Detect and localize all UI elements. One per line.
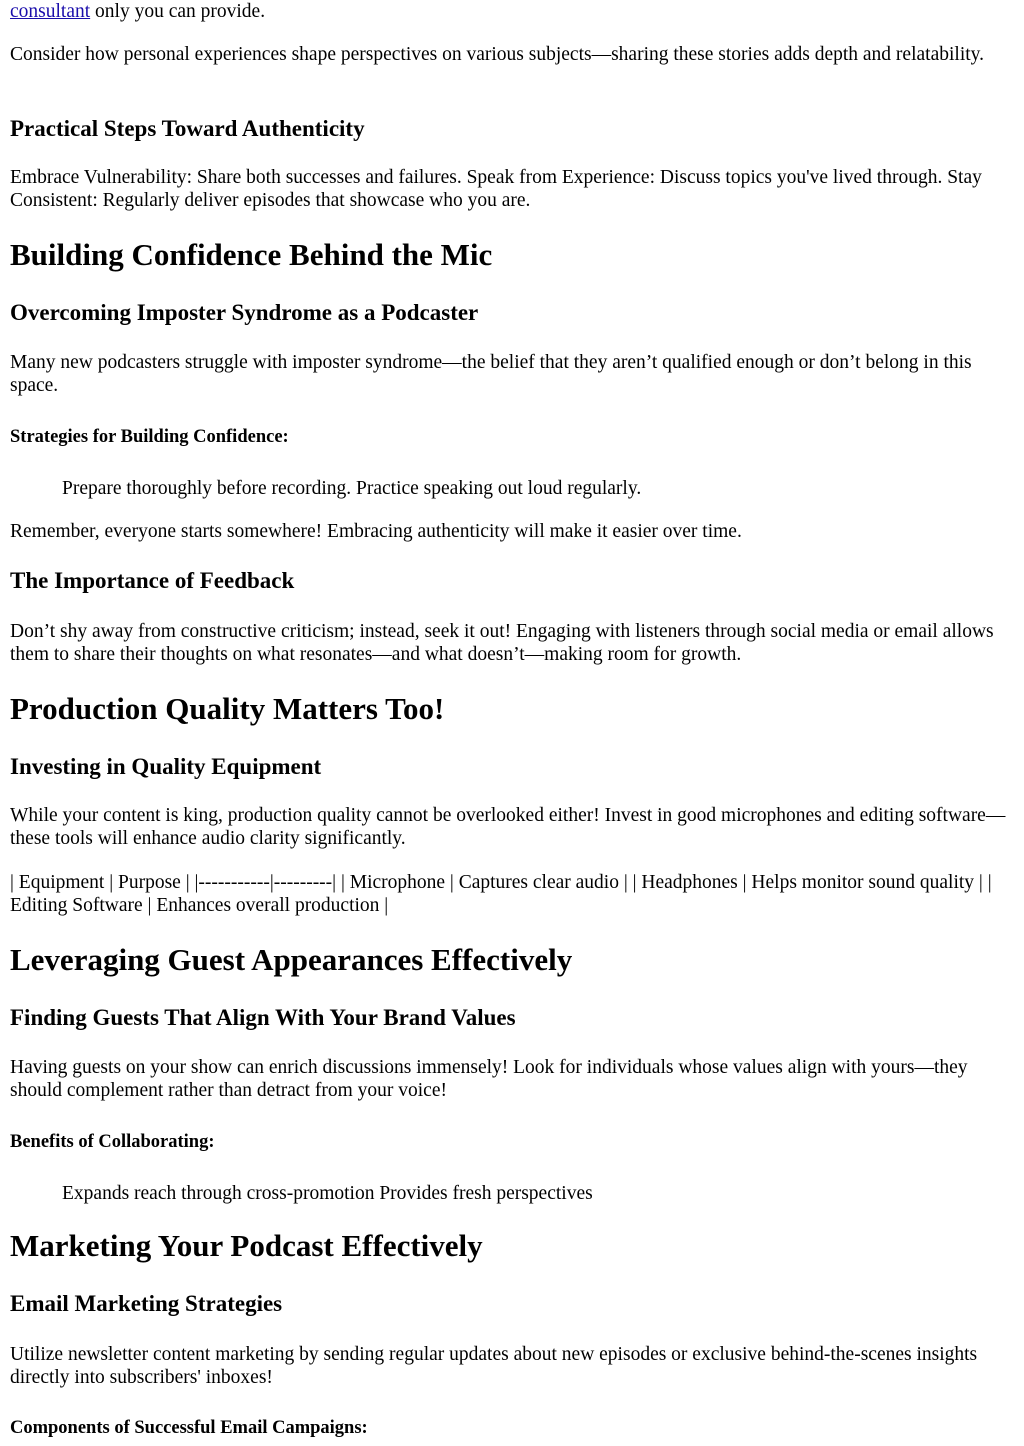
- marketing-heading: Marketing Your Podcast Effectively: [10, 1228, 483, 1263]
- remember-paragraph: Remember, everyone starts somewhere! Embracing authenticity will make it easier over time.: [10, 521, 742, 542]
- strategies-list-item: Prepare thoroughly before recording. Practice speaking out loud regularly.: [62, 478, 642, 499]
- consultant-link[interactable]: consultant: [10, 1, 91, 22]
- authenticity-paragraph: Embrace Vulnerability: Share both successes and failures. Speak from Experience: Discuss topics you've lived through. Stay Consistent: Regularly deliver episodes that showcase who you are.: [10, 167, 982, 211]
- authenticity-heading: Practical Steps Toward Authenticity: [10, 116, 365, 141]
- feedback-heading: The Importance of Feedback: [10, 568, 295, 593]
- equipment-paragraph: While your content is king, production quality cannot be overlooked either! Invest in good microphones and editing software—these tools will enhance audio clarity significantly.: [10, 805, 1006, 849]
- finding-guests-paragraph: Having guests on your show can enrich discussions immensely! Look for individuals whose values align with yours—they should complement rather than detract from your voice!: [10, 1057, 968, 1101]
- confidence-heading: Building Confidence Behind the Mic: [10, 237, 493, 272]
- intro-paragraph: [10, 0, 1014, 23]
- benefits-list-item: Expands reach through cross-promotion Provides fresh perspectives: [62, 1183, 593, 1204]
- equipment-table-text: | Equipment | Purpose | |-----------|---------| | Microphone | Captures clear audio | | Headphones | Helps monitor sound quality | | Editing Software | Enhances overall production |: [10, 872, 992, 916]
- email-marketing-paragraph: Utilize newsletter content marketing by sending regular updates about new episodes or exclusive behind-the-scenes insights directly into subscribers' inboxes!: [10, 1344, 978, 1388]
- production-heading: Production Quality Matters Too!: [10, 691, 445, 726]
- benefits-heading: Benefits of Collaborating:: [10, 1132, 215, 1152]
- intro-text: only you can provide.: [90, 1, 266, 22]
- components-heading: Components of Successful Email Campaigns:: [10, 1418, 368, 1438]
- finding-guests-heading: Finding Guests That Align With Your Brand Values: [10, 1005, 516, 1030]
- feedback-paragraph: Don’t shy away from constructive criticism; instead, seek it out! Engaging with listeners through social media or email allows them to share their thoughts on what resonates—and what doesn’t—making room for growth.: [10, 621, 994, 665]
- email-marketing-heading: Email Marketing Strategies: [10, 1291, 283, 1316]
- experiences-paragraph: Consider how personal experiences shape perspectives on various subjects—sharing these stories adds depth and relatability.: [10, 44, 985, 65]
- guests-heading: Leveraging Guest Appearances Effectively: [10, 942, 573, 977]
- equipment-heading: Investing in Quality Equipment: [10, 754, 322, 779]
- imposter-paragraph: Many new podcasters struggle with imposter syndrome—the belief that they aren’t qualified enough or don’t belong in this space.: [10, 352, 972, 396]
- strategies-heading: Strategies for Building Confidence:: [10, 427, 289, 447]
- imposter-heading: Overcoming Imposter Syndrome as a Podcaster: [10, 300, 479, 325]
